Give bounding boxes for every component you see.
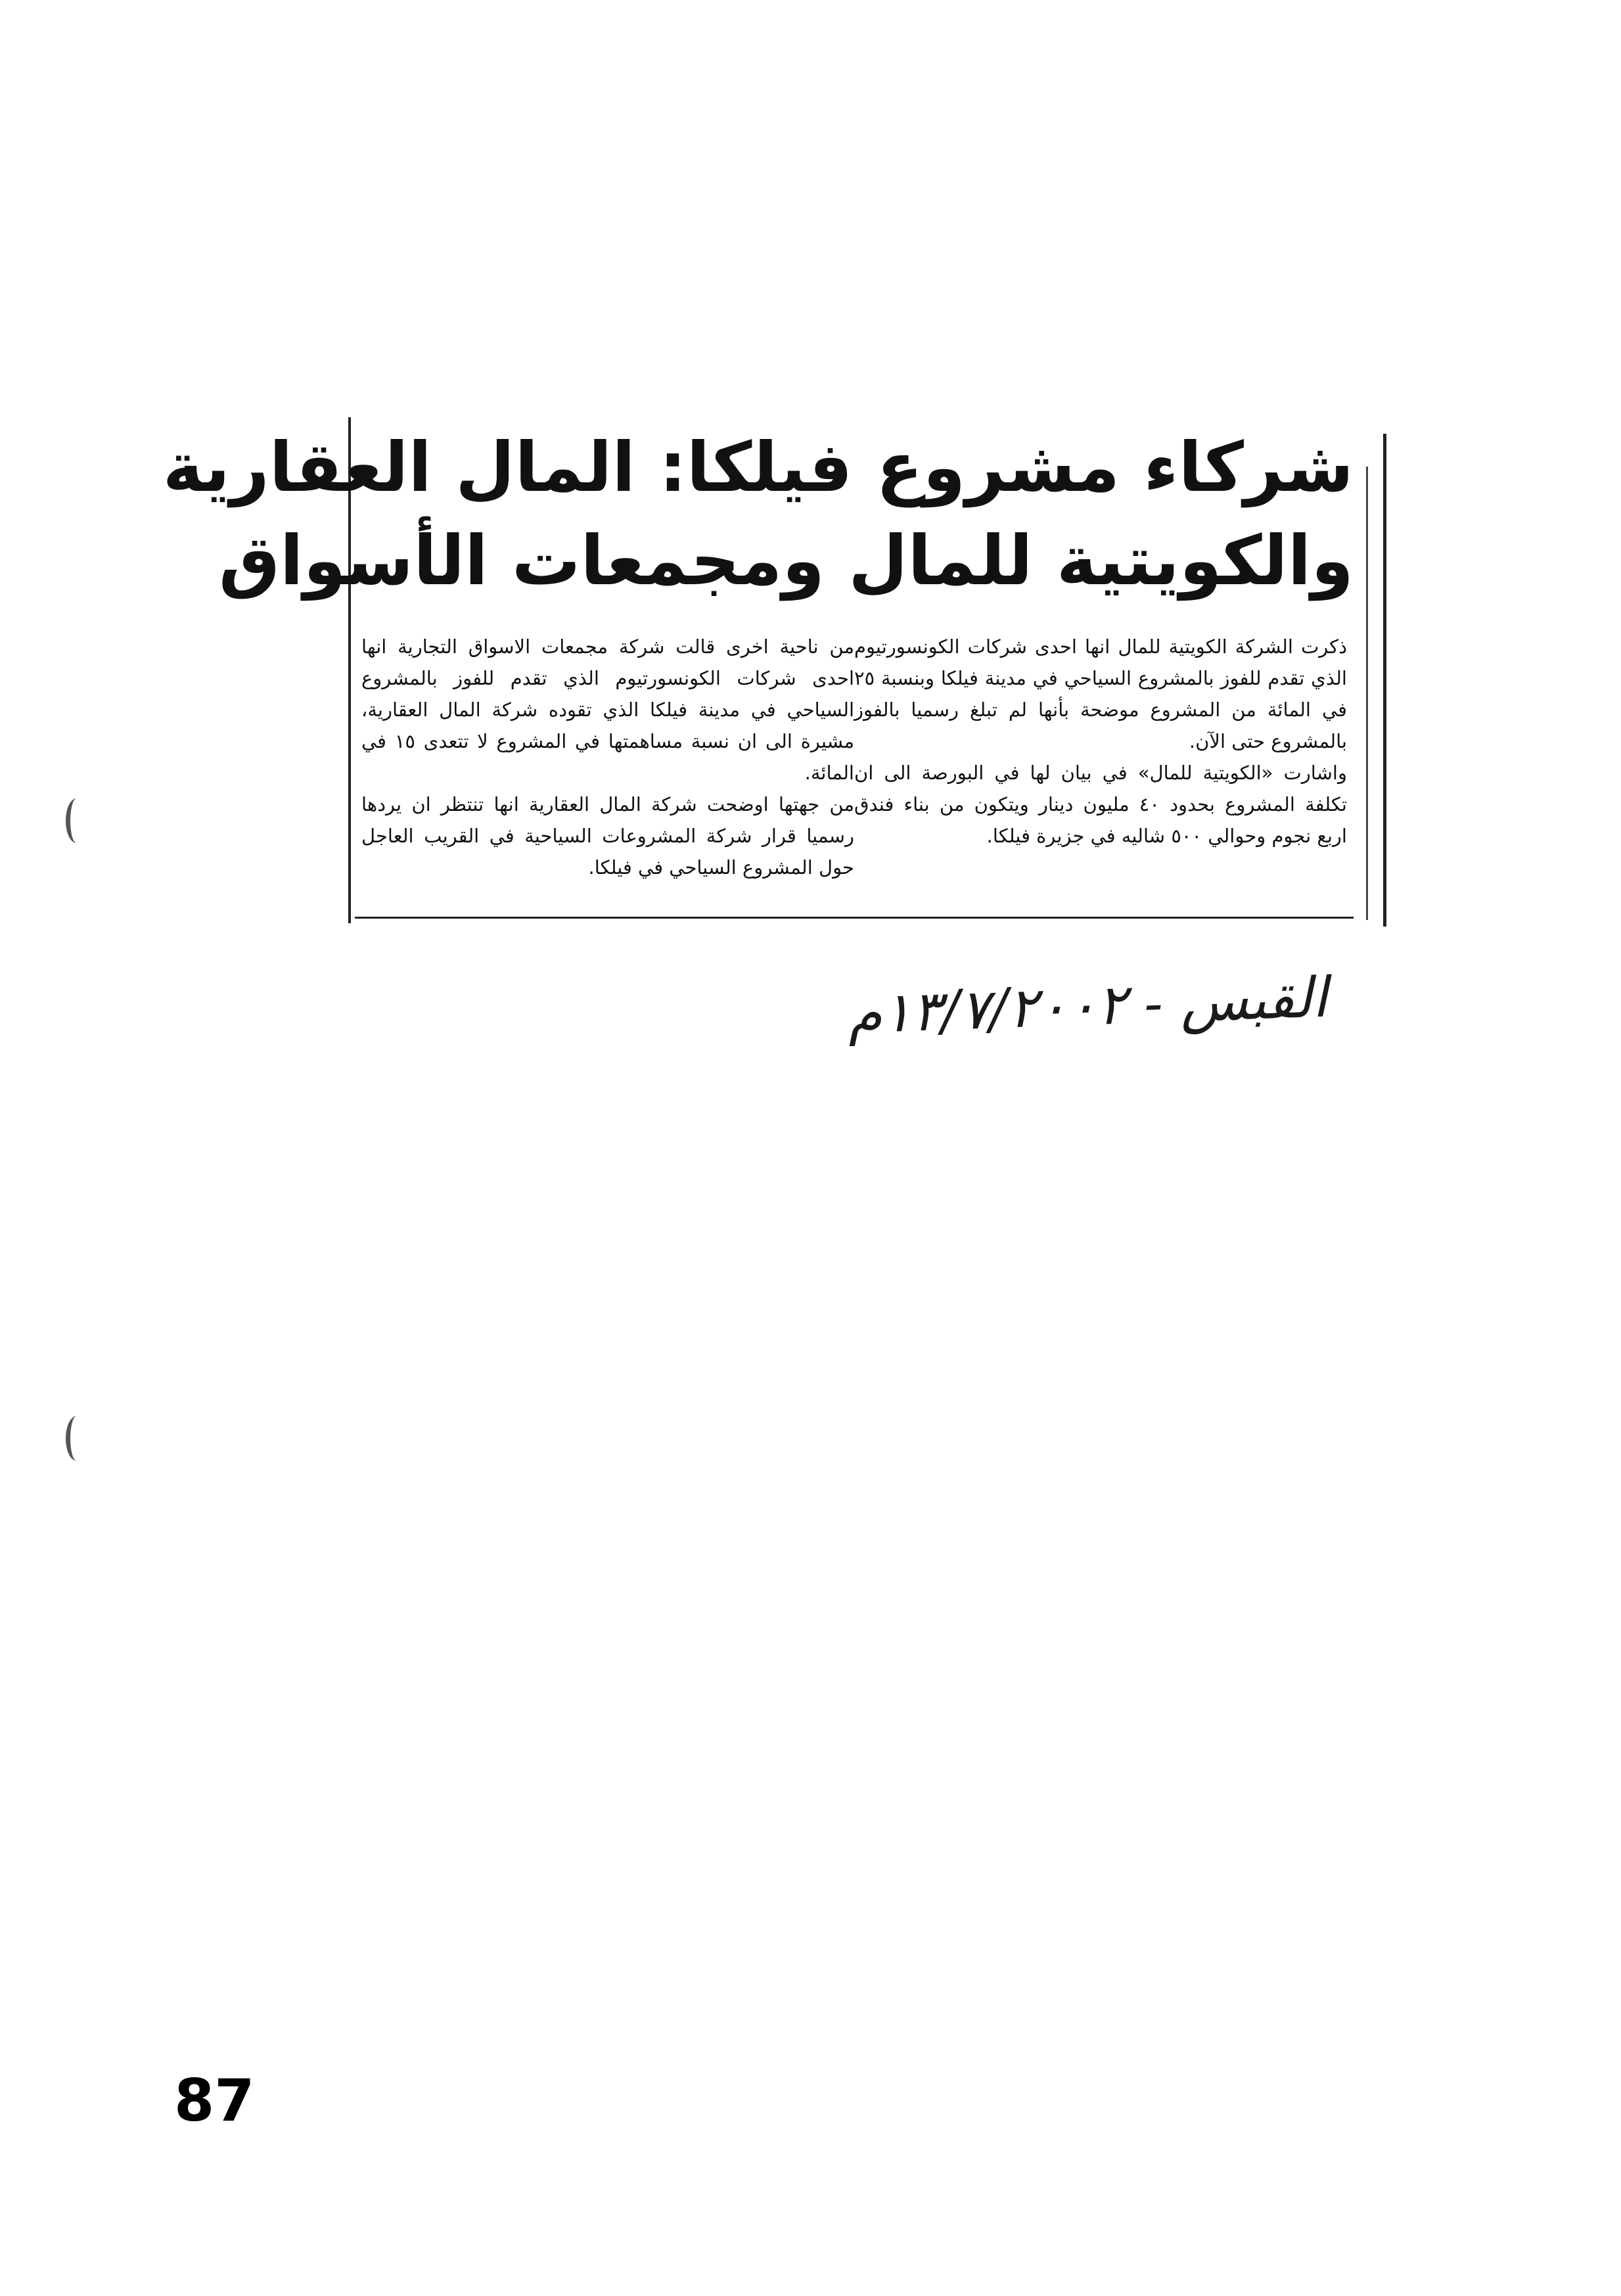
newspaper-clipping	[162, 407, 1393, 946]
right-border-rule	[1383, 434, 1386, 927]
headline-line-1: شركاء مشروع فيلكا: المال العقارية	[162, 427, 1354, 507]
article-column-right	[854, 631, 1347, 852]
bottom-rule	[355, 917, 1354, 919]
punch-hole-mark	[66, 1416, 87, 1461]
headline-line-2: والكويتية للمال ومجمعات الأسواق	[218, 520, 1354, 601]
paragraph: واشارت «الكويتية للمال» في بيان لها في البورصة الى ان تكلفة المشروع بحدود ٤٠ مليون دينار ويتكون من بناء فندق اربع نجوم وحوالي ٥٠٠ شاليه في جزيرة فيلكا.	[854, 762, 1347, 847]
article-column-left	[361, 631, 854, 883]
paragraph: من ناحية اخرى قالت شركة مجمعات الاسواق التجارية انها احدى شركات الكونسورتيوم الذي تقدم للفوز بالمشروع السياحي في مدينة فيلكا الذي تقوده شركة المال العقارية، مشيرة الى ان نسبة مساهمتها في المشروع لا تتعدى ١٥ في المائة.	[361, 635, 854, 784]
article-headline	[162, 421, 1354, 607]
page-number: 87	[174, 2067, 255, 2134]
right-inner-rule	[1366, 467, 1368, 920]
paragraph: من جهتها اوضحت شركة المال العقارية انها تنتظر ان يردها رسميا قرار شركة المشروعات السياحية في القريب العاجل حول المشروع السياحي في فيلكا.	[361, 793, 854, 879]
punch-hole-mark	[66, 798, 87, 843]
paragraph: ذكرت الشركة الكويتية للمال انها احدى شركات الكونسورتيوم الذي تقدم للفوز بالمشروع السياحي في مدينة فيلكا وبنسبة ٢٥ في المائة من المشروع موضحة بأنها لم تبلغ رسميا بالفوز بالمشروع حتى الآن.	[854, 635, 1347, 752]
article-body	[361, 631, 1347, 881]
handwritten-source-date: القبس - ١٣/٧/٢٠٠٢م	[846, 965, 1329, 1046]
